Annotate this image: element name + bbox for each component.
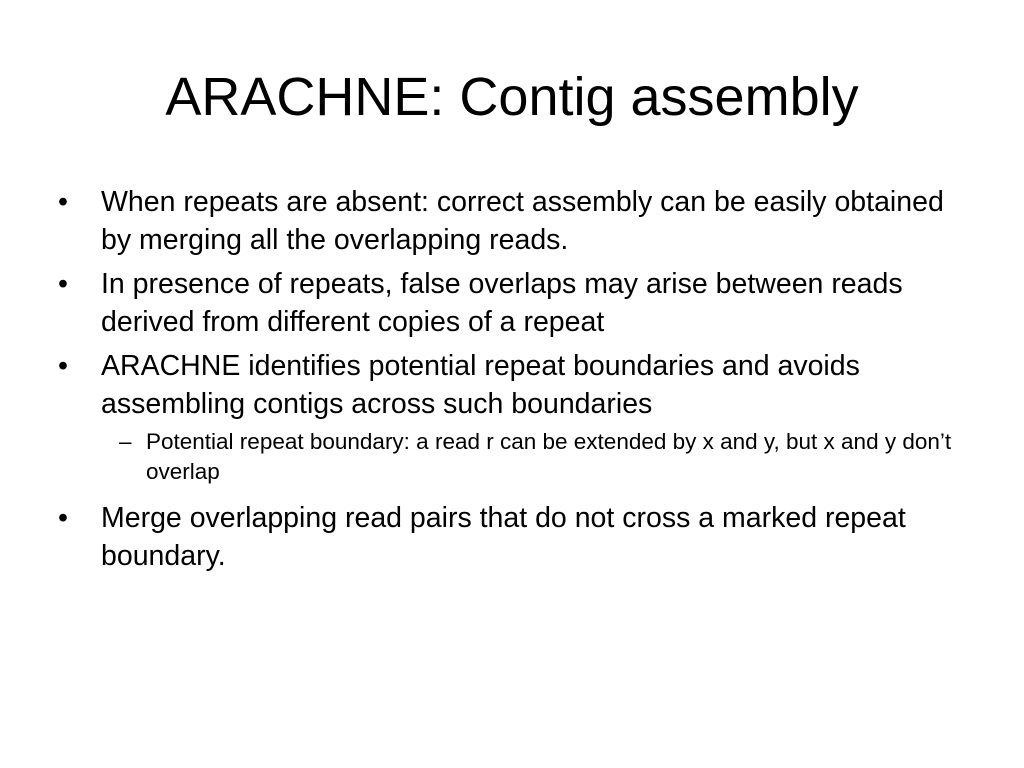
bullet-text: Merge overlapping read pairs that do not cross a marked repeat boundary. <box>101 502 906 572</box>
bullet-marker: • <box>58 268 68 300</box>
bullet-marker: • <box>58 186 68 218</box>
bullet-item <box>54 183 974 259</box>
sub-bullet-marker: – <box>119 429 132 454</box>
bullet-marker: • <box>58 350 68 382</box>
bullet-item <box>54 265 974 341</box>
bullet-marker: • <box>58 502 68 534</box>
bullet-text: When repeats are absent: correct assembly can be easily obtained by merging all the overlapping reads. <box>101 186 944 256</box>
bullet-text: ARACHNE identifies potential repeat boundaries and avoids assembling contigs across such boundaries <box>101 350 860 420</box>
bullet-list <box>54 183 974 581</box>
sub-bullet-item <box>102 427 974 487</box>
bullet-text: In presence of repeats, false overlaps may arise between reads derived from different copies of a repeat <box>101 268 903 338</box>
bullet-item <box>54 499 974 575</box>
slide-title: ARACHNE: Contig assembly <box>165 67 859 127</box>
bullet-item <box>54 347 974 487</box>
sub-bullet-text: Potential repeat boundary: a read r can be extended by x and y, but x and y don’t overlap <box>146 429 952 484</box>
sub-bullet-list <box>101 427 974 487</box>
